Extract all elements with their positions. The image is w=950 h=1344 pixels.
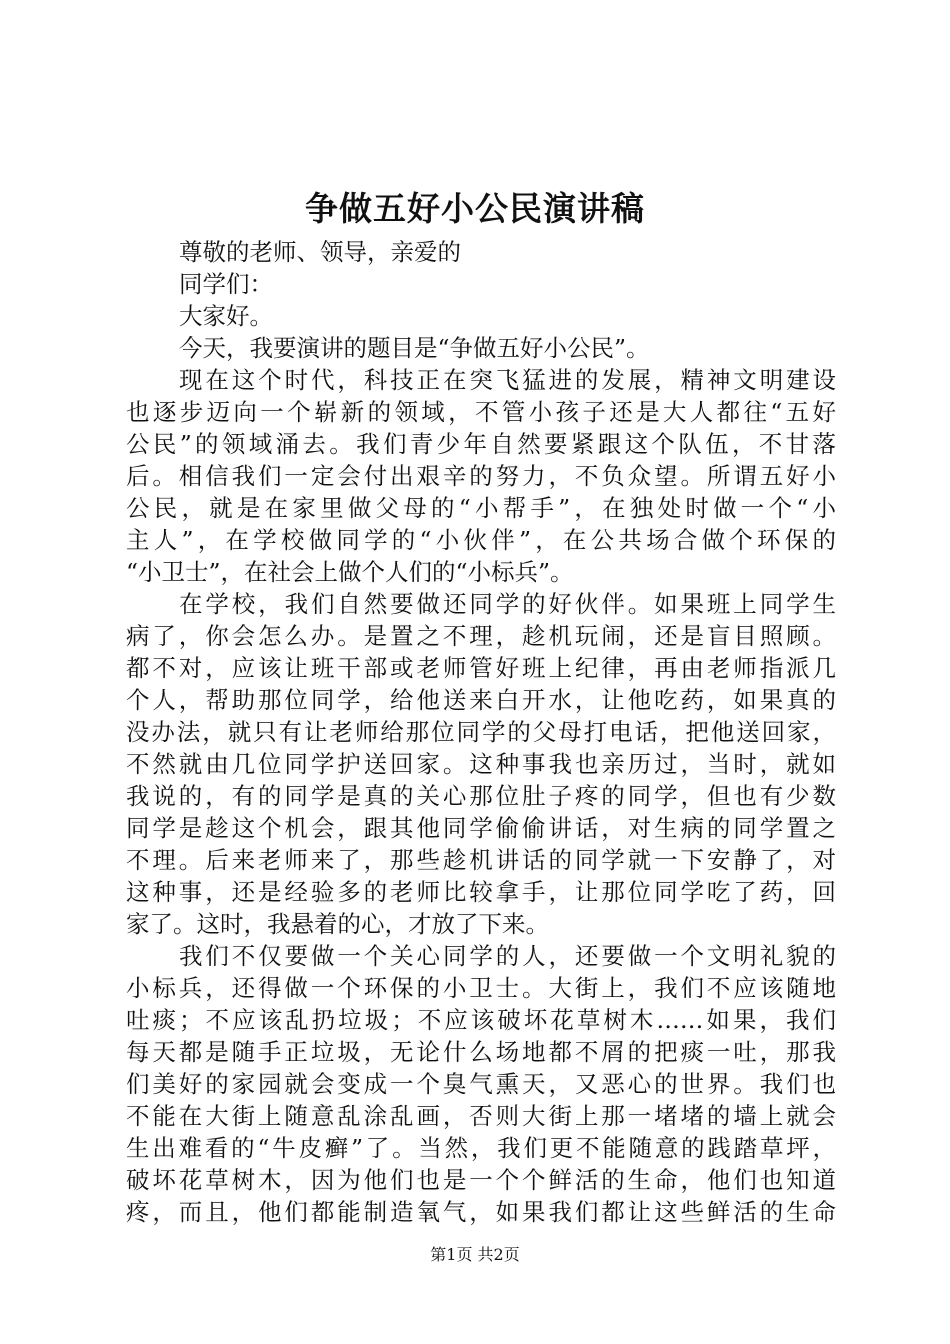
body-line: 不能在大街上随意乱涂乱画，否则大街上那一堵堵的墙上就会: [126, 1102, 836, 1130]
document-body: [126, 236, 836, 1228]
body-line: 个人，帮助那位同学，给他送来白开水，让他吃药，如果真的: [126, 686, 836, 714]
body-line: 现在这个时代，科技正在突飞猛进的发展，精神文明建设: [179, 366, 836, 394]
body-line: 都不对，应该让班干部或老师管好班上纪律，再由老师指派几: [126, 654, 836, 682]
body-line: 大家好。: [179, 302, 273, 330]
body-line: 公民”的领域涌去。我们青少年自然要紧跟这个队伍，不甘落: [126, 430, 836, 458]
body-line: 不然就由几位同学护送回家。这种事我也亲历过，当时，就如: [126, 750, 836, 778]
body-line: 们美好的家园就会变成一个臭气熏天，又恶心的世界。我们也: [126, 1070, 836, 1098]
body-line: 同学们：: [179, 270, 273, 298]
body-line: 每天都是随手正垃圾，无论什么场地都不屑的把痰一吐，那我: [126, 1038, 836, 1066]
body-line: 生出难看的“牛皮癣”了。当然，我们更不能随意的践踏草坪，: [126, 1134, 836, 1162]
body-line: 也逐步迈向一个崭新的领域，不管小孩子还是大人都往“五好: [126, 398, 836, 426]
body-line: “小卫士”，在社会上做个人们的“小标兵”。: [126, 558, 574, 586]
document-title: 争做五好小公民演讲稿: [305, 189, 645, 228]
body-line: 同学是趁这个机会，跟其他同学偷偷讲话，对生病的同学置之: [126, 814, 836, 842]
body-line: 我说的，有的同学是真的关心那位肚子疼的同学，但也有少数: [126, 782, 836, 810]
body-line: 不理。后来老师来了，那些趁机讲话的同学就一下安静了，对: [126, 846, 836, 874]
page-footer: 第1页 共2页: [430, 1245, 520, 1264]
body-line: 家了。这时，我悬着的心，才放了下来。: [126, 910, 549, 938]
body-line: 在学校，我们自然要做还同学的好伙伴。如果班上同学生: [179, 590, 836, 618]
body-line: 疼，而且，他们都能制造氧气，如果我们都让这些鲜活的生命: [126, 1198, 836, 1226]
body-line: 吐痰；不应该乱扔垃圾；不应该破坏花草树木……如果，我们: [126, 1006, 836, 1034]
body-line: 没办法，就只有让老师给那位同学的父母打电话，把他送回家，: [126, 718, 836, 746]
body-line: 后。相信我们一定会付出艰辛的努力，不负众望。所谓五好小: [126, 462, 836, 490]
body-line: 病了，你会怎么办。是置之不理，趁机玩闹，还是盲目照顾。: [126, 622, 836, 650]
body-line: 我们不仅要做一个关心同学的人，还要做一个文明礼貌的: [179, 942, 836, 970]
body-line: 公民，就是在家里做父母的“小帮手”，在独处时做一个“小: [126, 494, 836, 522]
body-line: 尊敬的老师、领导，亲爱的: [179, 238, 461, 266]
body-line: 破坏花草树木，因为他们也是一个个鲜活的生命，他们也知道: [126, 1166, 836, 1194]
body-line: 今天，我要演讲的题目是“争做五好小公民”。: [179, 334, 650, 362]
body-line: 这种事，还是经验多的老师比较拿手，让那位同学吃了药，回: [126, 878, 836, 906]
body-line: 主人”，在学校做同学的“小伙伴”，在公共场合做个环保的: [126, 526, 836, 554]
body-line: 小标兵，还得做一个环保的小卫士。大街上，我们不应该随地: [126, 974, 836, 1002]
